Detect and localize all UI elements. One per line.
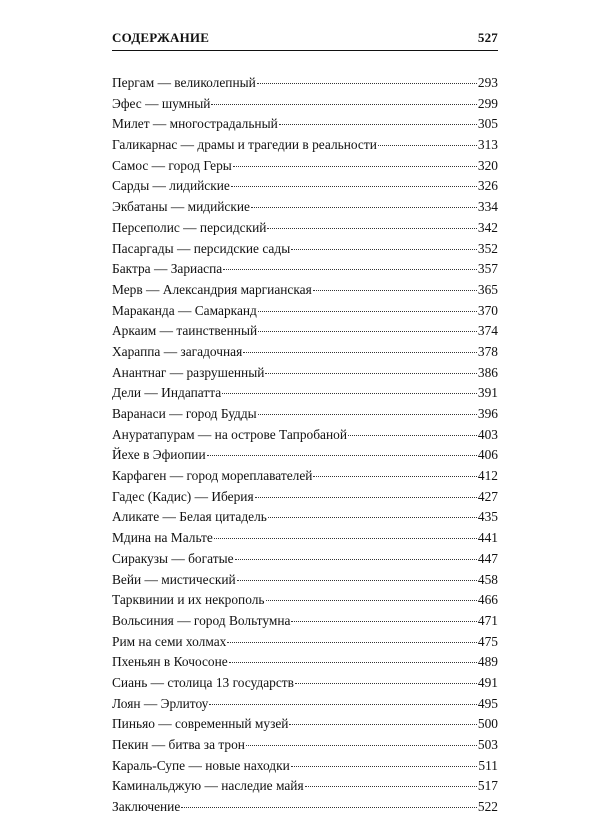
toc-entry-page: 396	[477, 406, 498, 421]
dot-leader	[266, 599, 477, 601]
toc-entry-page: 326	[477, 178, 498, 194]
toc-entry-page: 503	[477, 737, 498, 752]
toc-entry-page: 391	[477, 385, 498, 401]
dot-leader	[267, 227, 476, 229]
toc-entry-page: 305	[477, 116, 498, 132]
toc-entry-page: 441	[477, 530, 498, 546]
toc-entry	[112, 321, 498, 342]
toc-entry-page: 406	[477, 447, 498, 463]
toc-entry	[112, 714, 498, 735]
toc-entry	[112, 239, 498, 260]
toc-entry-page: 378	[477, 343, 498, 359]
toc-entry	[112, 156, 498, 177]
dot-leader	[229, 661, 477, 663]
toc-entry-page: 370	[477, 302, 498, 318]
toc-entry	[112, 445, 498, 466]
toc-entry-title: Аркаим — таинственный	[112, 323, 258, 339]
toc-entry	[112, 673, 498, 694]
toc-entry-page: 475	[477, 633, 498, 649]
toc-entry	[112, 404, 498, 425]
toc-entry	[112, 135, 498, 156]
toc-entry	[112, 570, 498, 591]
toc-entry-page: 412	[477, 468, 498, 484]
dot-leader	[313, 289, 477, 291]
dot-leader	[348, 434, 477, 436]
toc-entry-title: Сиань — столица 13 государств	[112, 674, 294, 690]
toc-entry	[112, 652, 498, 673]
toc-entry-page: 293	[477, 75, 498, 90]
toc-entry-page: 489	[477, 654, 498, 670]
dot-leader	[237, 579, 477, 581]
toc-entry-page: 386	[477, 364, 498, 380]
toc-entry-page: 334	[477, 199, 498, 215]
toc-entry	[112, 425, 498, 446]
dot-leader	[233, 165, 477, 167]
dot-leader	[255, 496, 477, 498]
toc-entry-page: 466	[477, 592, 498, 608]
toc-entry	[112, 507, 498, 528]
page-number: 527	[477, 30, 498, 45]
dot-leader	[258, 310, 477, 312]
toc-entry-title: Дели — Индапатта	[112, 385, 222, 401]
dot-leader	[295, 682, 477, 684]
dot-leader	[268, 516, 477, 518]
table-of-contents	[112, 73, 498, 818]
toc-entry-title: Тарквинии и их некрополь	[112, 592, 265, 608]
toc-entry-page: 471	[477, 612, 498, 628]
toc-entry	[112, 590, 498, 611]
toc-entry-title: Аликате — Белая цитадель	[112, 509, 267, 525]
dot-leader	[258, 330, 477, 332]
toc-entry	[112, 114, 498, 135]
toc-entry	[112, 342, 498, 363]
toc-entry	[112, 611, 498, 632]
toc-entry-title: Пергам — великолепный	[112, 75, 256, 90]
toc-entry-page: 447	[477, 550, 498, 566]
toc-entry-title: Гадес (Кадис) — Иберия	[112, 488, 254, 504]
toc-entry-title: Мараканда — Самарканд	[112, 302, 257, 318]
toc-entry-title: Милет — многострадальный	[112, 116, 278, 132]
toc-entry-title: Йехе в Эфиопии	[112, 447, 206, 463]
toc-entry-page: 522	[477, 799, 498, 815]
dot-leader	[207, 454, 477, 456]
toc-entry	[112, 301, 498, 322]
toc-entry	[112, 259, 498, 280]
toc-entry-title: Экбатаны — мидийские	[112, 199, 250, 215]
toc-entry	[112, 176, 498, 197]
toc-entry-title: Пасаргады — персидские сады	[112, 240, 291, 256]
dot-leader	[222, 392, 477, 394]
toc-entry	[112, 383, 498, 404]
dot-leader	[291, 248, 477, 250]
toc-entry-title: Самос — город Геры	[112, 157, 232, 173]
toc-entry-page: 313	[477, 137, 498, 153]
dot-leader	[214, 537, 477, 539]
toc-entry-title: Рим на семи холмах	[112, 633, 227, 649]
toc-entry-page: 365	[477, 281, 498, 297]
section-title: СОДЕРЖАНИЕ	[112, 30, 210, 45]
dot-leader	[227, 641, 477, 643]
toc-entry-title: Карфаген — город мореплавателей	[112, 468, 313, 484]
toc-entry-title: Персеполис — персидский	[112, 219, 267, 235]
toc-entry-page: 517	[477, 778, 498, 794]
toc-entry-title: Вейи — мистический	[112, 571, 236, 587]
dot-leader	[279, 123, 477, 125]
toc-entry-page: 374	[477, 323, 498, 339]
dot-leader	[291, 765, 478, 767]
toc-entry-title: Анантнаг — разрушенный	[112, 364, 265, 380]
toc-entry-title: Ануратапурам — на острове Тапробаной	[112, 426, 347, 442]
toc-entry-title: Сарды — лидийские	[112, 178, 230, 194]
dot-leader	[257, 82, 477, 84]
toc-entry-title: Пхеньян в Кочосоне	[112, 654, 228, 670]
toc-entry-page: 511	[478, 757, 498, 773]
dot-leader	[313, 475, 476, 477]
toc-entry	[112, 280, 498, 301]
toc-entry-title: Сиракузы — богатые	[112, 550, 234, 566]
toc-entry-page: 495	[477, 695, 498, 711]
toc-entry	[112, 363, 498, 384]
toc-entry-title: Каминальджую — наследие майя	[112, 778, 304, 794]
toc-entry-title: Галикарнас — драмы и трагедии в реальности	[112, 137, 377, 153]
toc-entry-title: Караль-Супе — новые находки	[112, 757, 290, 773]
toc-entry-page: 458	[477, 571, 498, 587]
toc-entry	[112, 632, 498, 653]
dot-leader	[231, 185, 477, 187]
dot-leader	[223, 268, 477, 270]
toc-entry-title: Заключение	[112, 799, 181, 815]
toc-entry-title: Лоян — Эрлитоу	[112, 695, 209, 711]
dot-leader	[265, 372, 477, 374]
toc-entry	[112, 549, 498, 570]
toc-entry	[112, 466, 498, 487]
toc-entry-title: Пекин — битва за трон	[112, 737, 245, 752]
toc-entry-title: Бактра — Зариаспа	[112, 261, 223, 277]
dot-leader	[235, 558, 477, 560]
running-head	[112, 30, 498, 51]
toc-entry-title: Хараппа — загадочная	[112, 343, 243, 359]
toc-entry-title: Варанаси — город Будды	[112, 406, 257, 421]
toc-entry	[112, 797, 498, 818]
toc-entry-title: Эфес — шумный	[112, 95, 211, 111]
toc-entry-page: 320	[477, 157, 498, 173]
dot-leader	[211, 103, 476, 105]
dot-leader	[305, 785, 477, 787]
dot-leader	[251, 206, 477, 208]
toc-entry	[112, 528, 498, 549]
toc-entry-page: 403	[477, 426, 498, 442]
toc-entry-page: 357	[477, 261, 498, 277]
toc-entry-title: Пиньяо — современный музей	[112, 716, 289, 732]
toc-entry	[112, 756, 498, 777]
toc-entry-title: Мдина на Мальте	[112, 530, 213, 546]
toc-entry	[112, 487, 498, 508]
dot-leader	[289, 723, 476, 725]
book-page	[112, 30, 498, 818]
toc-entry	[112, 197, 498, 218]
toc-entry	[112, 694, 498, 715]
toc-entry-page: 491	[477, 674, 498, 690]
dot-leader	[243, 351, 477, 353]
toc-entry-page: 299	[477, 95, 498, 111]
toc-entry	[112, 735, 498, 756]
toc-entry-page: 342	[477, 219, 498, 235]
toc-entry	[112, 73, 498, 94]
toc-entry-page: 500	[477, 716, 498, 732]
dot-leader	[291, 620, 476, 622]
toc-entry-page: 427	[477, 488, 498, 504]
toc-entry-title: Мерв — Александрия маргианская	[112, 281, 312, 297]
toc-entry-title: Вольсиния — город Вольтумна	[112, 612, 291, 628]
toc-entry	[112, 218, 498, 239]
dot-leader	[258, 413, 477, 415]
dot-leader	[378, 144, 477, 146]
toc-entry-page: 352	[477, 240, 498, 256]
toc-entry	[112, 776, 498, 797]
toc-entry	[112, 94, 498, 115]
dot-leader	[246, 744, 477, 746]
dot-leader	[209, 703, 477, 705]
toc-entry-page: 435	[477, 509, 498, 525]
dot-leader	[181, 806, 477, 808]
